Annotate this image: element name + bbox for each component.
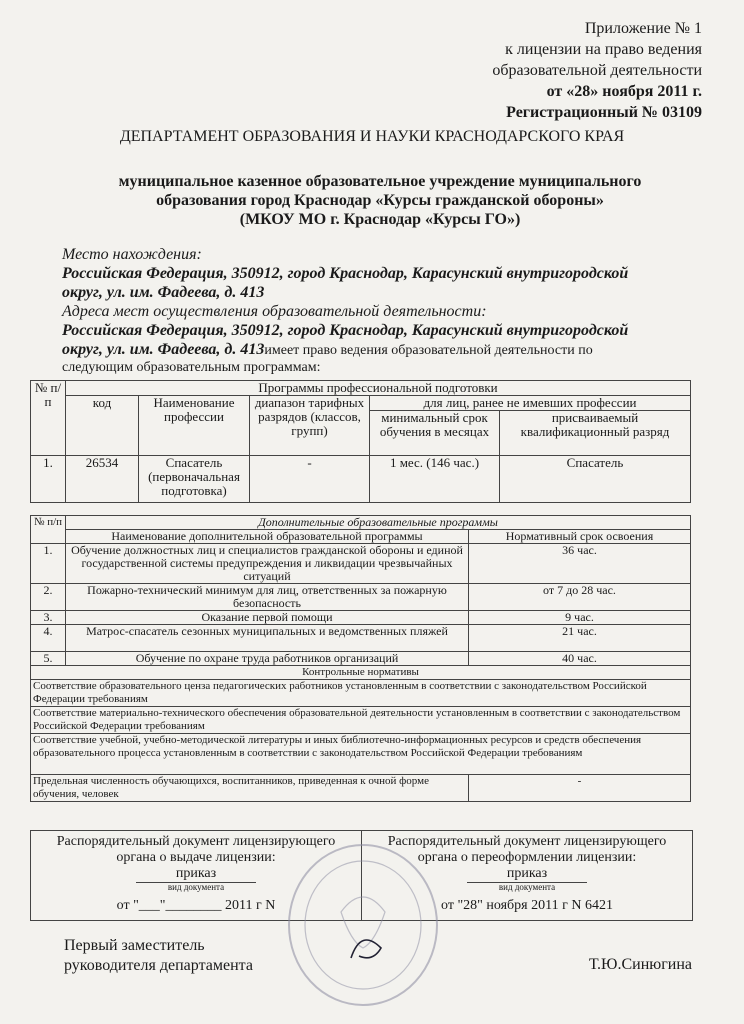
- additional-programs-table: [30, 515, 691, 802]
- org-line: муниципальное казенное образовательное учреждение муниципального: [118, 173, 642, 190]
- cell-num: 5.: [31, 652, 66, 666]
- col-program-name: Наименование дополнительной образовательной программы: [66, 530, 469, 544]
- cell-profession: Спасатель (первоначальная подготовка): [139, 456, 250, 503]
- cell-num: 1.: [31, 456, 66, 503]
- table-row: [31, 611, 691, 625]
- location-line: Российская Федерация, 350912, город Краснодар, Карасунский внутригородской: [62, 265, 629, 282]
- address-block: [62, 245, 712, 375]
- col-profession: Наименование профессии: [139, 396, 250, 456]
- cell-term: от 7 до 28 час.: [469, 584, 691, 611]
- cell-program-name: Пожарно-технический минимум для лиц, ответственных за пожарную безопасность: [66, 584, 469, 611]
- col-group: для лиц, ранее не имевших профессии: [370, 396, 691, 411]
- location-label: Место нахождения:: [62, 246, 202, 263]
- reissue-document-type: приказ: [506, 866, 548, 881]
- table-row: [31, 544, 691, 584]
- places-line: округ, ул. им. Фадеева, д. 413: [62, 341, 265, 358]
- cell-term: 9 час.: [469, 611, 691, 625]
- places-programs-intro: следующим образовательным программам:: [62, 360, 321, 375]
- limit-value: -: [469, 775, 691, 802]
- signatory-position-line: Первый заместитель: [64, 937, 205, 954]
- cell-program-name: Оказание первой помощи: [66, 611, 469, 625]
- organization-name: [40, 172, 720, 229]
- annex-number: Приложение № 1: [584, 20, 702, 37]
- col-code: код: [66, 396, 139, 456]
- table1-title: Программы профессиональной подготовки: [66, 381, 691, 396]
- professional-programs-table: [30, 380, 691, 503]
- cell-term: 21 час.: [469, 625, 691, 652]
- cell-program-name: Обучение должностных лиц и специалистов гражданской обороны и единой государственной системы предупреждения и ликвидации чрезвычайных ситуаций: [66, 544, 469, 584]
- issue-document-caption: вид документа: [136, 882, 256, 892]
- cell-num: 2.: [31, 584, 66, 611]
- col-num: № п/п: [31, 381, 66, 456]
- reissue-document-line: от "28" ноября 2011 г N 6421: [441, 898, 613, 913]
- control-row: Соответствие учебной, учебно-методической литературы и иных библиотечно-информационных ресурсов и средств обеспечения образовательного процесса установленным в соответствии с законодательством Российской Федерации требованиям: [31, 734, 691, 775]
- control-row: Соответствие образовательного ценза педагогических работников установленным в соответствии с законодательством Российской Федерации требованиям: [31, 680, 691, 707]
- places-line: Российская Федерация, 350912, город Краснодар, Карасунский внутригородской: [62, 322, 629, 339]
- places-label: Адреса мест осуществления образовательной деятельности:: [62, 303, 487, 320]
- table2-title: Дополнительные образовательные программы: [66, 516, 691, 530]
- reissue-document-caption: вид документа: [467, 882, 587, 892]
- official-seal: [283, 840, 443, 1010]
- limit-label: Предельная численность обучающихся, воспитанников, приведенная к очной форме обучения, человек: [31, 775, 469, 802]
- cell-program-name: Матрос-спасатель сезонных муниципальных и ведомственных пляжей: [66, 625, 469, 652]
- cell-code: 26534: [66, 456, 139, 503]
- department-title: ДЕПАРТАМЕНТ ОБРАЗОВАНИЯ И НАУКИ КРАСНОДАРСКОГО КРАЯ: [119, 128, 625, 145]
- cell-program-name: Обучение по охране труда работников организаций: [66, 652, 469, 666]
- issue-document-type: приказ: [175, 866, 217, 881]
- control-row: Соответствие материально-технического обеспечения образовательной деятельности установленным в соответствии с законодательством Российской Федерации требованиям: [31, 707, 691, 734]
- table-row: [31, 652, 691, 666]
- signatory-position-line: руководителя департамента: [64, 957, 253, 974]
- col-min-term: минимальный срок обучения в месяцах: [370, 411, 500, 456]
- location-line: округ, ул. им. Фадеева, д. 413: [62, 284, 265, 301]
- cell-qualification: Спасатель: [500, 456, 691, 503]
- col-term: Нормативный срок освоения: [469, 530, 691, 544]
- control-title: Контрольные нормативы: [31, 666, 691, 680]
- cell-term: 36 час.: [469, 544, 691, 584]
- cell-min-term: 1 мес. (146 час.): [370, 456, 500, 503]
- cell-range: -: [250, 456, 370, 503]
- cell-num: 3.: [31, 611, 66, 625]
- issue-document-line: от "___"________ 2011 г N: [116, 898, 276, 913]
- places-tail: имеет право ведения образовательной деятельности по: [264, 343, 593, 358]
- col-num: № п/п: [31, 516, 66, 544]
- org-line: образования город Краснодар «Курсы гражданской обороны»: [156, 192, 604, 209]
- cell-num: 1.: [31, 544, 66, 584]
- cell-num: 4.: [31, 625, 66, 652]
- table-row: [31, 584, 691, 611]
- col-range: диапазон тарифных разрядов (классов, групп): [250, 396, 370, 456]
- reissue-document-title: Распорядительный документ лицензирующего органа о переоформлении лицензии:: [387, 834, 667, 865]
- table-row: [31, 456, 691, 503]
- annex-license: к лицензии на право ведения: [505, 41, 702, 58]
- annex-reg: Регистрационный № 03109: [506, 104, 702, 121]
- signatory-name: Т.Ю.Синюгина: [588, 956, 692, 973]
- col-qualification: присваиваемый квалификационный разряд: [500, 411, 691, 456]
- annex-header: [492, 18, 702, 123]
- org-short-name: (МКОУ МО г. Краснодар «Курсы ГО»): [239, 211, 521, 228]
- signatory-position: [64, 936, 253, 976]
- table-row: [31, 625, 691, 652]
- annex-activity: образовательной деятельности: [492, 62, 702, 79]
- annex-date: от «28» ноября 2011 г.: [546, 83, 702, 100]
- issue-document-title: Распорядительный документ лицензирующего органа о выдаче лицензии:: [56, 834, 336, 865]
- cell-term: 40 час.: [469, 652, 691, 666]
